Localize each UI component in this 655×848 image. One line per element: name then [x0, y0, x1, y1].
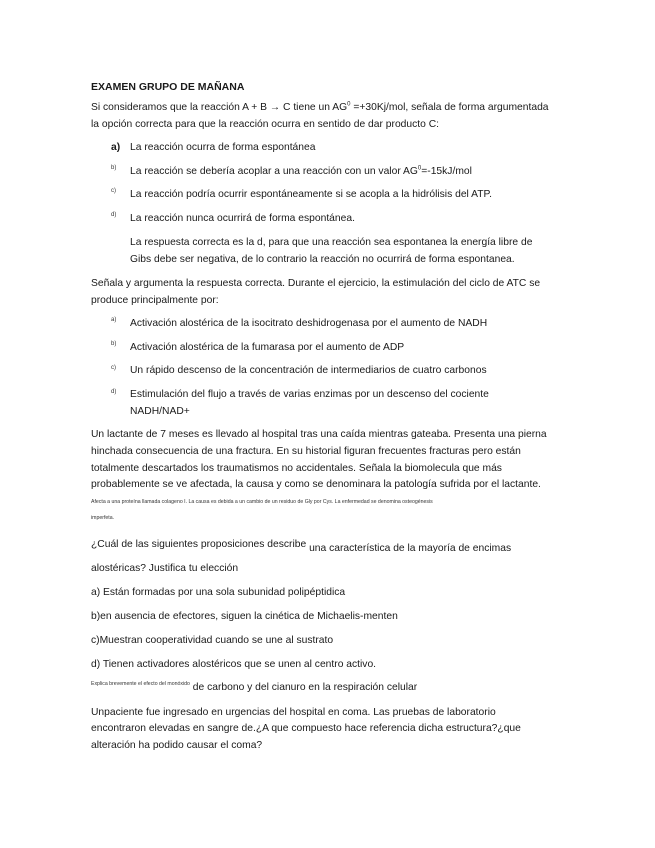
q6-line-2: encontraron elevadas en sangre de.¿A que compuesto hace referencia dicha estructura?¿que — [91, 723, 521, 734]
q6-line-3: alteración ha podido causar el coma? — [91, 740, 263, 751]
q1-option-c-mark: c) — [111, 188, 116, 194]
q5-rest-text: de carbono y del cianuro en la respiración celular — [189, 682, 418, 693]
q2-option-a: Activación alostérica de la isocitrato deshidrogenasa por el aumento de NADH — [130, 318, 488, 329]
q2-option-b-mark: b) — [111, 341, 117, 347]
q1-option-a-mark: a) — [111, 142, 121, 153]
q5-small-text: Explica brevemente el efecto del monóxido — [91, 681, 190, 687]
q1-option-b — [130, 165, 472, 179]
q2-option-a-mark: a) — [111, 317, 117, 323]
q5-line — [91, 681, 417, 695]
q1-option-c: La reacción podría ocurrir espontáneamente si se acopla a la hidrólisis del ATP. — [130, 189, 492, 200]
q2-option-b: Activación alostérica de la fumarasa por el aumento de ADP — [130, 342, 405, 353]
q3-answer-line-2: imperfeta. — [91, 515, 115, 521]
q3-line-4: probablemente se ve afectada, la causa y como se denominara la patología sufrida por el lactante. — [91, 479, 541, 490]
q4-stem-line-1 — [91, 539, 512, 556]
q1-option-b-post: =-15kJ/mol — [421, 166, 472, 177]
q2-option-d-line-2: NADH/NAD+ — [130, 406, 190, 417]
q1-answer-line-2: Gibs debe ser negativa, de lo contrario la reacción no ocurrirá de forma espontanea. — [130, 254, 515, 265]
q1-option-d: La reacción nunca ocurrirá de forma espontánea. — [130, 213, 355, 224]
q1-option-b-pre: La reacción se debería acoplar a una reacción con un valor AG — [130, 166, 418, 177]
q2-stem-line-2: produce principalmente por: — [91, 295, 219, 306]
q2-stem-line-1: Señala y argumenta la respuesta correcta. Durante el ejercicio, la estimulación del ciclo de ATC se — [91, 278, 541, 289]
q3-line-1: Un lactante de 7 meses es llevado al hospital tras una caída mientras gateaba. Presenta una pierna — [91, 429, 547, 440]
q4-option-c: c)Muestran cooperatividad cuando se une al sustrato — [91, 635, 334, 646]
q4-stem-a: ¿Cuál de las siguientes proposiciones describe — [91, 539, 307, 550]
q1-answer-line-1: La respuesta correcta es la d, para que una reacción sea espontanea la energía libre de — [130, 237, 533, 248]
q1-stem-post: =+30Kj/mol, señala de forma argumentada — [350, 102, 549, 113]
q4-option-b: b)en ausencia de efectores, siguen la cinética de Michaelis-menten — [91, 611, 398, 622]
q1-stem-line-1 — [91, 101, 549, 115]
q4-option-a: a) Están formadas por una sola subunidad polipéptidica — [91, 587, 346, 598]
q1-option-b-sup: 0 — [417, 165, 422, 172]
q2-option-d-line-1: Estimulación del flujo a través de varias enzimas por un descenso del cociente — [130, 389, 489, 400]
q2-option-c: Un rápido descenso de la concentración de intermediarios de cuatro carbonos — [130, 365, 487, 376]
exam-title: EXAMEN GRUPO DE MAÑANA — [91, 81, 245, 93]
q1-stem-sup: 0 — [347, 101, 351, 108]
q3-line-2: hinchada consecuencia de una fractura. En su historial figuran frecuentes fracturas pero están — [91, 446, 521, 457]
q2-option-d-mark: d) — [111, 389, 117, 395]
q3-line-3: totalmente descartados los traumatismos no accidentales. Señala la biomolecula que más — [91, 463, 502, 474]
q1-stem-line-2: la opción correcta para que la reacción ocurra en sentido de dar producto C: — [91, 119, 440, 130]
q4-stem-line-2: alostéricas? Justifica tu elección — [91, 563, 239, 574]
q1-stem-pre: Si consideramos que la reacción A + B → C tiene un AG — [91, 102, 348, 113]
q4-stem-b: una característica de la mayoría de encimas — [306, 543, 512, 554]
q3-answer-line-1: Afecta a una proteína llamada colageno I. La causa es debida a un cambio de un residuo de Gly por Cys. La enfermedad se denomina osteogénesis — [91, 499, 433, 505]
q2-option-c-mark: c) — [111, 365, 116, 371]
q1-option-b-mark: b) — [111, 165, 117, 171]
q4-option-d: d) Tienen activadores alostéricos que se unen al centro activo. — [91, 659, 377, 670]
q6-line-1: Unpaciente fue ingresado en urgencias del hospital en coma. Las pruebas de laboratorio — [91, 707, 496, 718]
q1-option-d-mark: d) — [111, 212, 117, 218]
q1-option-a: La reacción ocurra de forma espontánea — [130, 142, 316, 153]
